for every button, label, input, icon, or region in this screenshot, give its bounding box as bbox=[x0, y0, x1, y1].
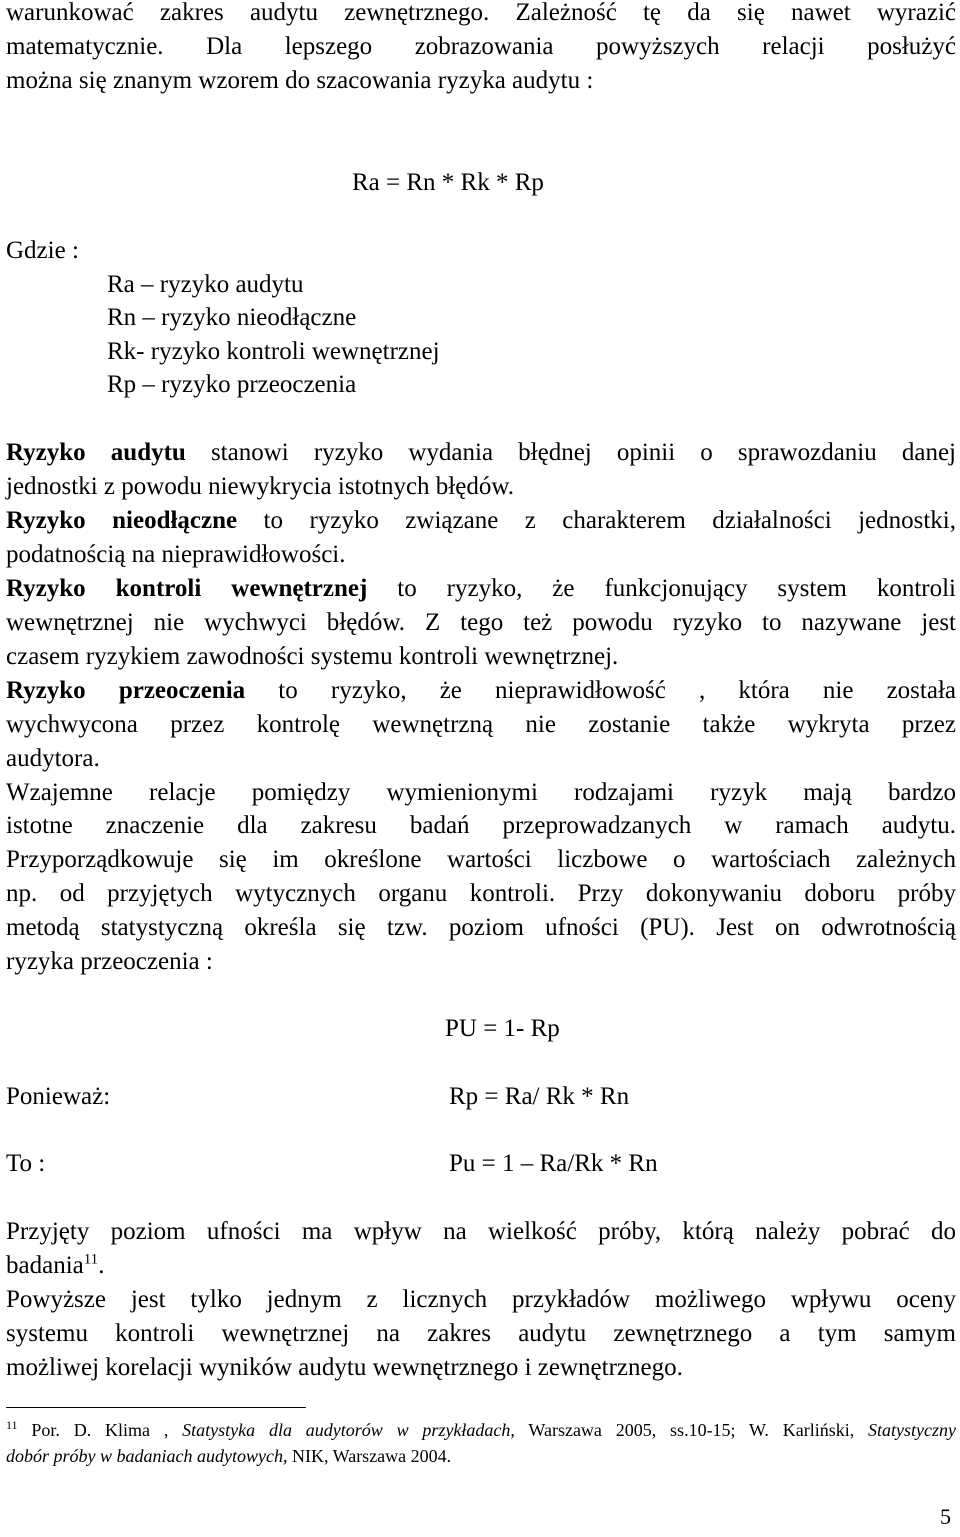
def-audit-term: Ryzyko audytu bbox=[6, 439, 186, 466]
def-detection-line-1 bbox=[6, 674, 956, 708]
footnote-line-1 bbox=[6, 1417, 956, 1443]
summary-line-2: systemu kontroli wewnętrznej na zakres audytu zewnętrznego a tym samym bbox=[6, 1320, 956, 1347]
relations-line-3: Przyporządkowuje się im określone wartości liczbowe o wartościach zależnych bbox=[6, 846, 956, 873]
def-control-text: to ryzyko, że funkcjonujący system kontroli bbox=[367, 575, 956, 602]
def-control-term: Ryzyko kontroli wewnętrznej bbox=[6, 575, 368, 602]
def-inherent-text: to ryzyko związane z charakterem działalności jednostki, bbox=[237, 507, 956, 534]
footnote-title-2a: Statystyczny bbox=[868, 1420, 957, 1440]
footnote-part-3: , NIK, Warszawa 2004. bbox=[282, 1446, 452, 1466]
where-item-ra: Ra – ryzyko audytu bbox=[107, 271, 304, 298]
sample-line-2-text: badania bbox=[6, 1252, 84, 1279]
intro-line-3: można się znanym wzorem do szacowania ryzyka audytu : bbox=[6, 67, 594, 94]
formula-then-label: To : bbox=[6, 1150, 46, 1177]
footnote-ref: 11 bbox=[83, 1251, 99, 1268]
relations-line-2: istotne znaczenie dla zakresu badań przeprowadzanych w ramach audytu. bbox=[6, 812, 956, 839]
def-inherent-line-1 bbox=[6, 504, 956, 538]
footnote-part-1: Por. D. Klima , bbox=[17, 1420, 183, 1440]
relations-line-6: ryzyka przeoczenia : bbox=[6, 948, 213, 975]
summary-line-1: Powyższe jest tylko jednym z licznych przykładów możliwego wpływu oceny bbox=[6, 1286, 956, 1313]
def-control-line-2: wewnętrznej nie wychwyci błędów. Z tego też powodu ryzyko to nazywane jest bbox=[6, 609, 956, 636]
sample-line-1: Przyjęty poziom ufności ma wpływ na wielkość próby, którą należy pobrać do bbox=[6, 1218, 956, 1245]
formula-rp: Rp = Ra/ Rk * Rn bbox=[449, 1083, 630, 1110]
footnote-line-2 bbox=[6, 1443, 956, 1469]
where-item-rp: Rp – ryzyko przeoczenia bbox=[107, 371, 357, 398]
formula-pu2: Pu = 1 – Ra/Rk * Rn bbox=[449, 1150, 658, 1177]
where-item-rk: Rk- ryzyko kontroli wewnętrznej bbox=[107, 338, 440, 365]
formula-main: Ra = Rn * Rk * Rp bbox=[352, 169, 544, 196]
formula-because-label: Ponieważ: bbox=[6, 1083, 111, 1110]
sample-line-2-end: . bbox=[98, 1252, 105, 1279]
where-item-rn: Rn – ryzyko nieodłączne bbox=[107, 304, 357, 331]
intro-line-1: warunkować zakres audytu zewnętrznego. Zależność tę da się nawet wyrazić bbox=[6, 0, 956, 26]
def-control-line-1 bbox=[6, 572, 956, 606]
def-detection-line-3: audytora. bbox=[6, 745, 100, 772]
formula-pu: PU = 1- Rp bbox=[445, 1015, 560, 1042]
def-audit-line-1 bbox=[6, 436, 956, 470]
def-audit-line-2: jednostki z powodu niewykrycia istotnych błędów. bbox=[6, 473, 515, 500]
def-audit-text: stanowi ryzyko wydania błędnej opinii o sprawozdaniu danej bbox=[185, 439, 956, 466]
footnote-part-2: , Warszawa 2005, ss.10-15; W. Karliński, bbox=[510, 1420, 869, 1440]
relations-line-5: metodą statystyczną określa się tzw. poziom ufności (PU). Jest on odwrotnością bbox=[6, 914, 956, 941]
where-label: Gdzie : bbox=[6, 237, 79, 264]
page-number: 5 bbox=[940, 1504, 951, 1529]
relations-line-4: np. od przyjętych wytycznych organu kontroli. Przy dokonywaniu doboru próby bbox=[6, 880, 956, 907]
def-detection-line-2: wychwycona przez kontrolę wewnętrzną nie zostanie także wykryta przez bbox=[6, 711, 956, 738]
def-detection-text: to ryzyko, że nieprawidłowość , która nie została bbox=[245, 677, 956, 704]
sample-line-2 bbox=[6, 1249, 956, 1283]
footnote-title-1: Statystyka dla audytorów w przykładach bbox=[182, 1420, 511, 1440]
footnote-title-2b: dobór próby w badaniach audytowych bbox=[6, 1446, 283, 1466]
summary-line-3: możliwej korelacji wyników audytu wewnętrznego i zewnętrznego. bbox=[6, 1354, 683, 1381]
intro-line-2: matematycznie. Dla lepszego zobrazowania powyższych relacji posłużyć bbox=[6, 33, 956, 60]
footnote-rule bbox=[6, 1407, 306, 1408]
footnote-number: 11 bbox=[6, 1418, 18, 1432]
def-detection-term: Ryzyko przeoczenia bbox=[6, 677, 246, 704]
def-inherent-line-2: podatnością na nieprawidłowości. bbox=[6, 541, 346, 568]
def-inherent-term: Ryzyko nieodłączne bbox=[6, 507, 238, 534]
relations-line-1: Wzajemne relacje pomiędzy wymienionymi rodzajami ryzyk mają bardzo bbox=[6, 779, 956, 806]
def-control-line-3: czasem ryzykiem zawodności systemu kontroli wewnętrznej. bbox=[6, 643, 619, 670]
